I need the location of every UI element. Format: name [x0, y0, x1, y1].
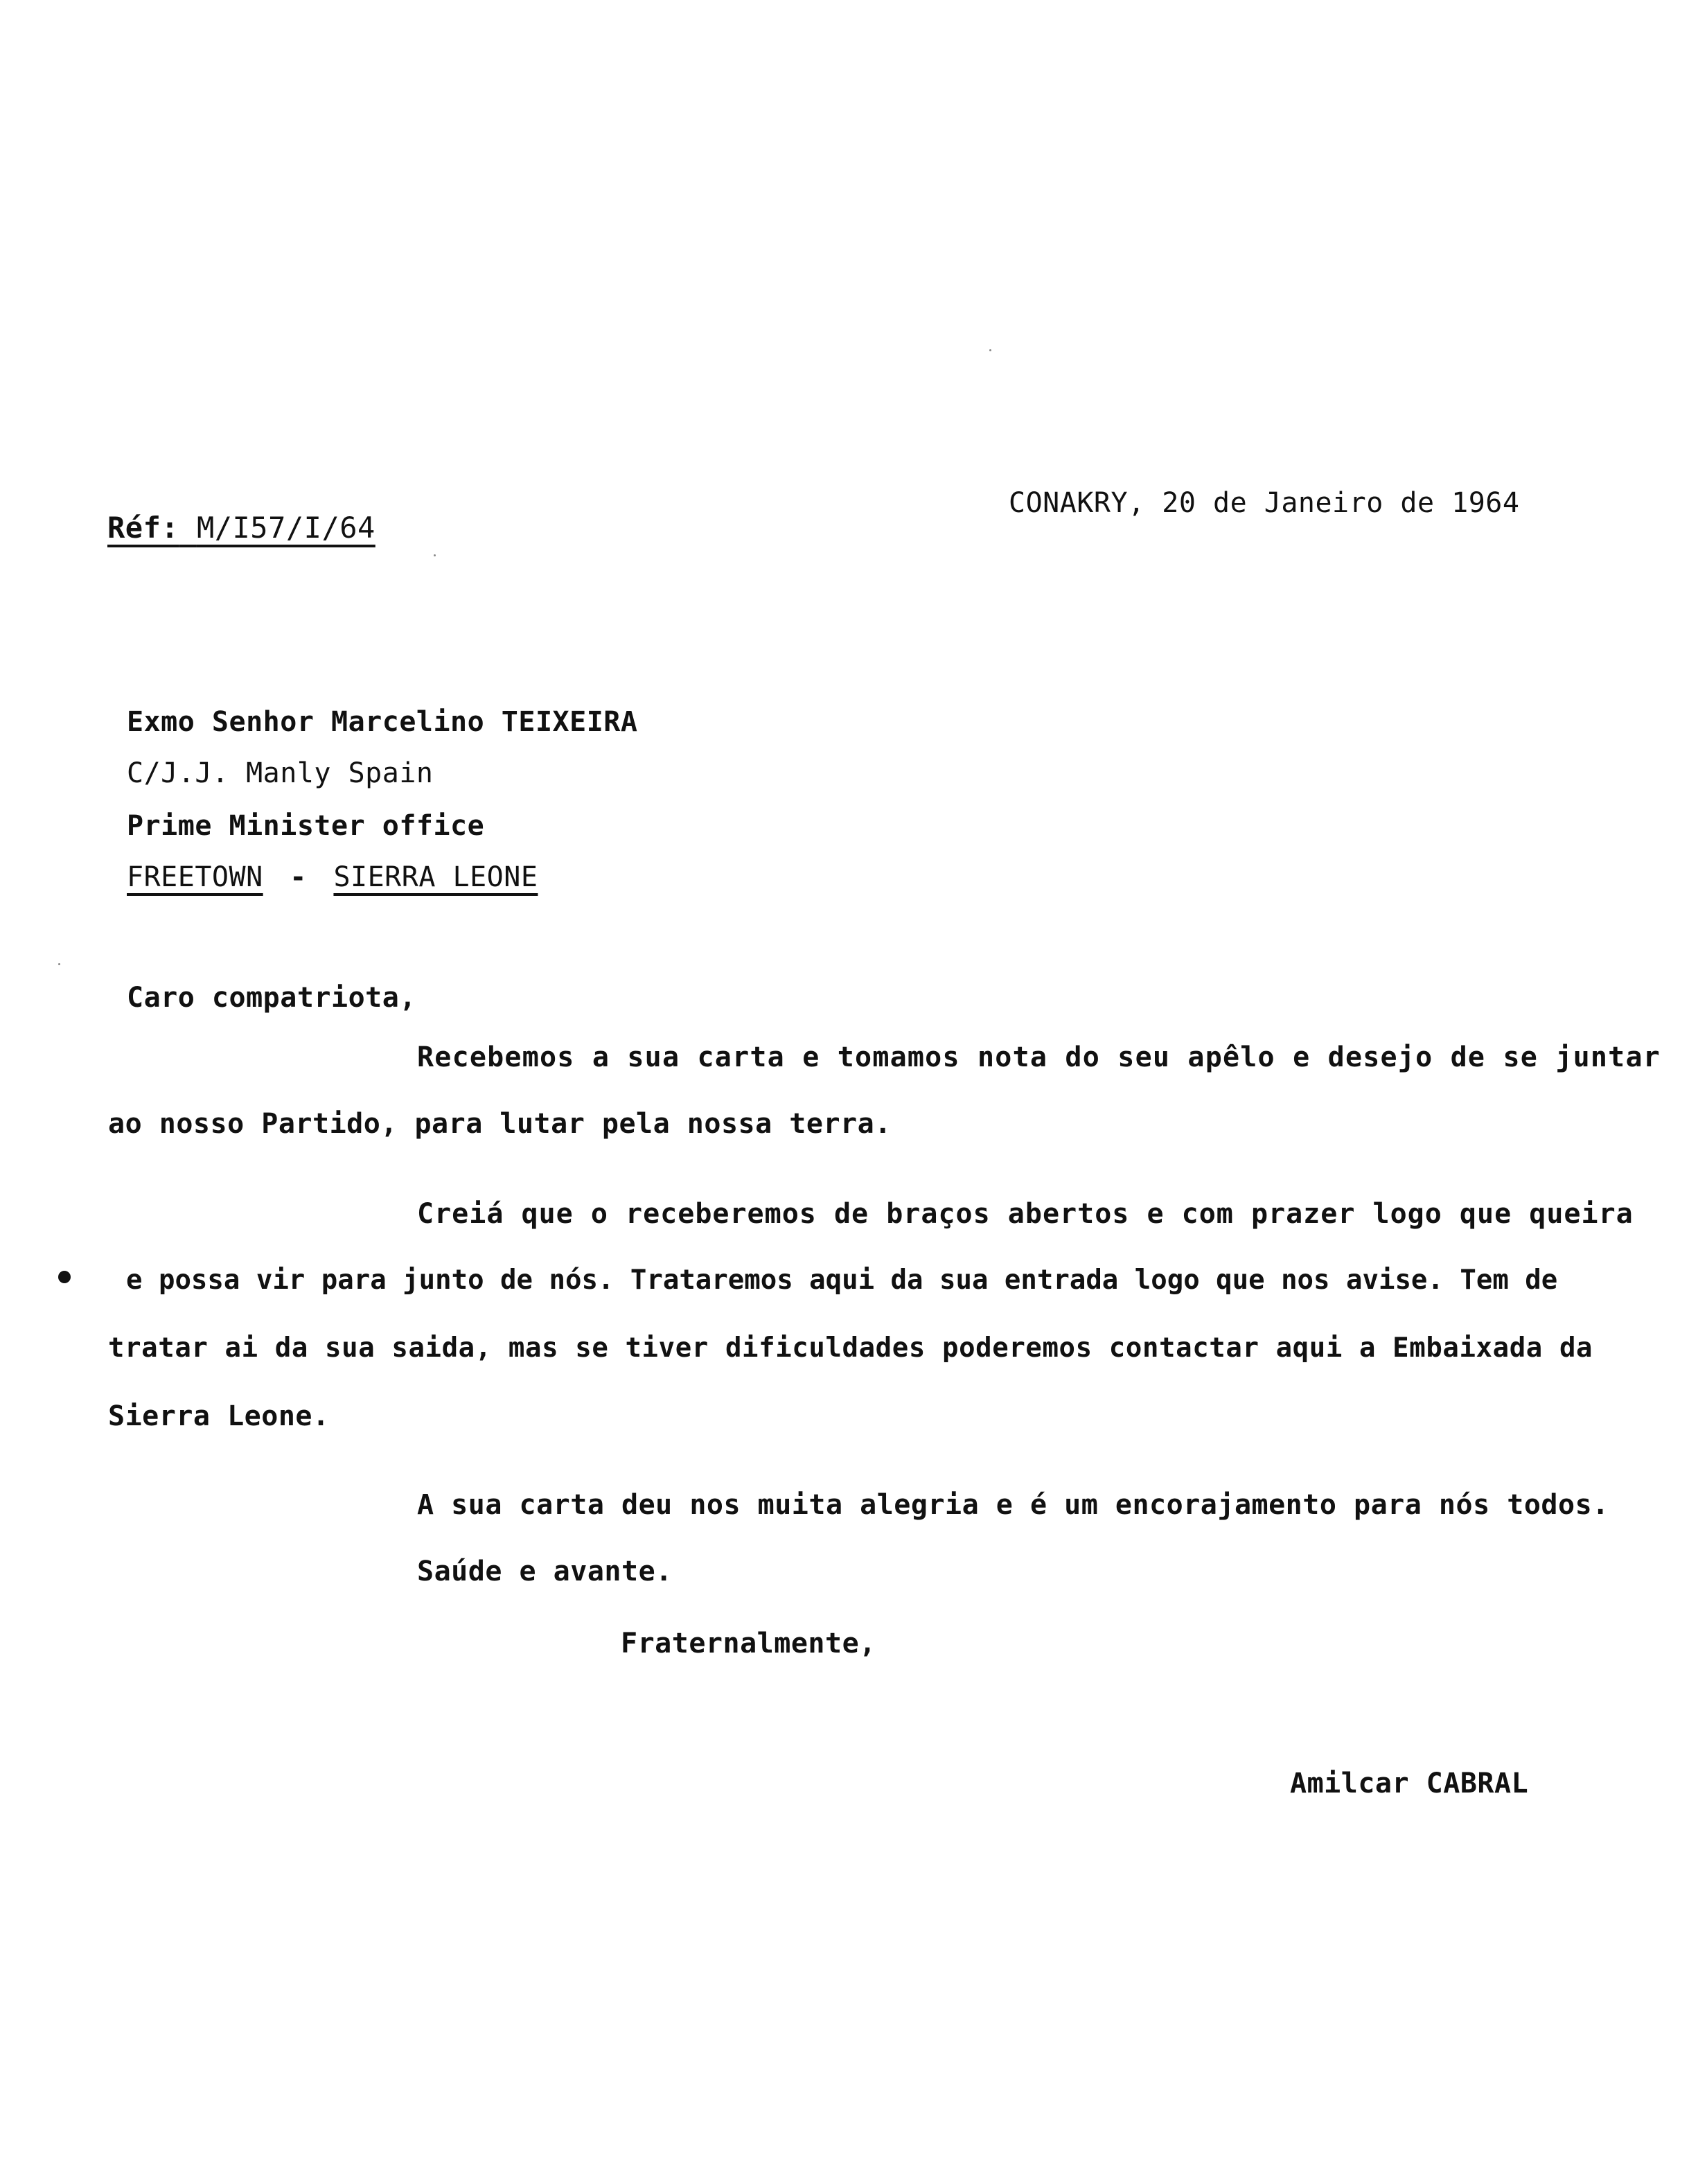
paragraph-3-line-2: Saúde e avante.	[417, 1556, 673, 1587]
paragraph-2-line-1: Creiá que o receberemos de braços abertos e com prazer logo que queira	[417, 1198, 1634, 1230]
place-date: CONAKRY, 20 de Janeiro de 1964	[1009, 487, 1520, 519]
scan-speck	[434, 554, 436, 556]
recipient-line-1: Exmo Senhor Marcelino TEIXEIRA	[127, 706, 638, 738]
paragraph-2-line-3: tratar ai da sua saida, mas se tiver dificuldades poderemos contactar aqui a Embaixada da	[108, 1332, 1593, 1364]
reference-value: M/I57/I/64	[196, 511, 375, 545]
paragraph-1-line-1: Recebemos a sua carta e tomamos nota do seu apêlo e desejo de se juntar	[417, 1041, 1661, 1073]
recipient-address	[127, 859, 538, 895]
paragraph-2-line-4: Sierra Leone.	[108, 1400, 330, 1432]
recipient-separator: -	[290, 861, 307, 893]
paragraph-2-line-2: e possa vir para junto de nós. Trataremos aqui da sua entrada logo que nos avise. Tem de	[126, 1265, 1558, 1296]
recipient-country: SIERRA LEONE	[333, 861, 538, 893]
closing: Fraternalmente,	[621, 1628, 876, 1659]
reference-label: Réf:	[107, 511, 179, 545]
reference	[107, 510, 375, 546]
salutation: Caro compatriota,	[127, 982, 416, 1014]
recipient-line-3: Prime Minister office	[127, 810, 485, 842]
recipient-line-2: C/J.J. Manly Spain	[127, 757, 434, 789]
scan-speck	[58, 963, 60, 965]
signature: Amilcar CABRAL	[1290, 1768, 1529, 1799]
paragraph-1-line-2: ao nosso Partido, para lutar pela nossa terra.	[108, 1108, 892, 1140]
margin-mark	[58, 1271, 71, 1283]
scan-speck	[989, 349, 991, 351]
paragraph-3-line-1: A sua carta deu nos muita alegria e é um encorajamento para nós todos.	[417, 1489, 1609, 1521]
recipient-city: FREETOWN	[127, 861, 263, 893]
